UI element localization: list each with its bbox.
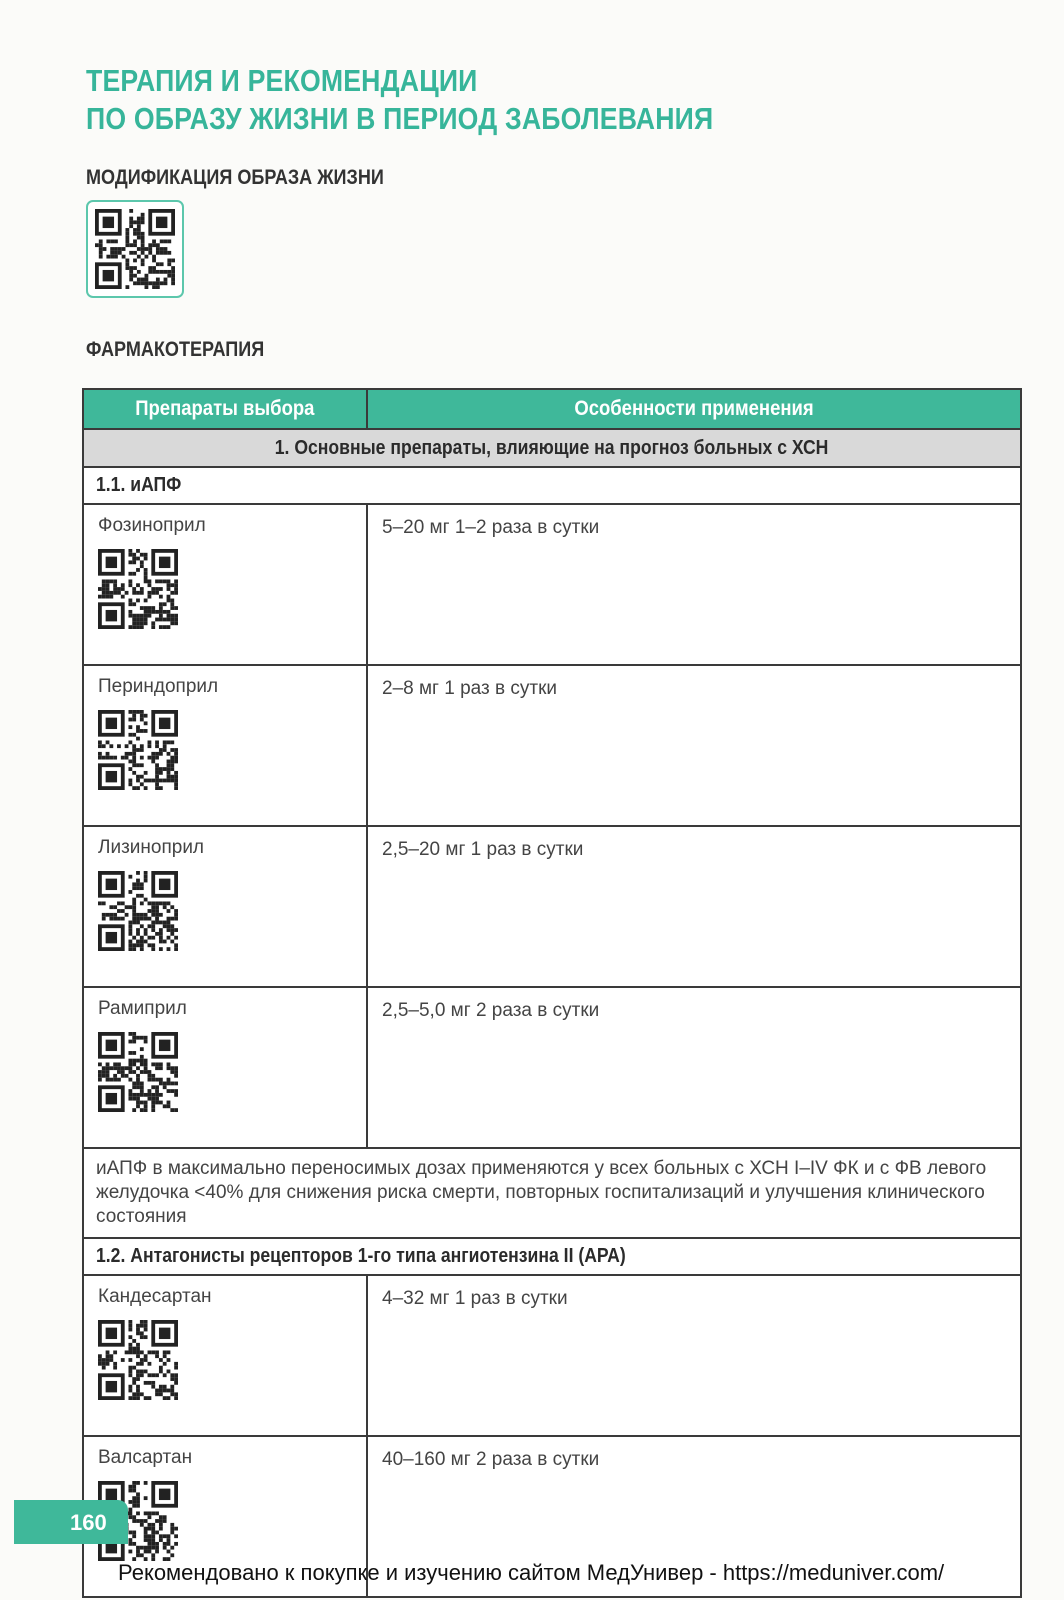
group-header-acei: 1.1. иАПФ bbox=[83, 467, 1021, 504]
qr-code-icon[interactable] bbox=[98, 1032, 178, 1112]
dose-text: 40–160 мг 2 раза в сутки bbox=[367, 1436, 1021, 1597]
page-number: 160 bbox=[70, 1510, 107, 1535]
pharma-table bbox=[82, 388, 1022, 1598]
dose-text: 2,5–5,0 мг 2 раза в сутки bbox=[367, 987, 1021, 1148]
dose-text: 2,5–20 мг 1 раз в сутки bbox=[367, 826, 1021, 987]
qr-code-icon[interactable] bbox=[98, 871, 178, 951]
lifestyle-qr-code[interactable] bbox=[86, 200, 184, 298]
drug-name: Кандесартан bbox=[98, 1286, 212, 1307]
table-row bbox=[83, 987, 1021, 1148]
footer-text: Рекомендовано к покупке и изучению сайтом МедУнивер - https://meduniver.com/ bbox=[118, 1560, 945, 1585]
acei-note: иАПФ в максимально переносимых дозах применяются у всех больных с ХСН I–IV ФК и с ФВ левого желудочка <40% для снижения риска смерти, повторных госпитализаций и улучшения клинического состояния bbox=[83, 1148, 1021, 1238]
lifestyle-heading: МОДИФИКАЦИЯ ОБРАЗА ЖИЗНИ bbox=[86, 166, 384, 189]
drug-name: Рамиприл bbox=[98, 998, 187, 1019]
table-row bbox=[83, 504, 1021, 665]
qr-code-icon bbox=[95, 209, 175, 289]
qr-code-icon[interactable] bbox=[98, 549, 178, 629]
dose-text: 5–20 мг 1–2 раза в сутки bbox=[367, 504, 1021, 665]
group-header-arb: 1.2. Антагонисты рецепторов 1-го типа ангиотензина II (АРА) bbox=[83, 1238, 1021, 1275]
drug-name: Фозиноприл bbox=[98, 515, 206, 536]
dose-text: 2–8 мг 1 раз в сутки bbox=[367, 665, 1021, 826]
table-row bbox=[83, 665, 1021, 826]
column-header-usage: Особенности применения bbox=[367, 389, 1021, 429]
table-header-row bbox=[83, 389, 1021, 429]
section-header: 1. Основные препараты, влияющие на прогноз больных с ХСН bbox=[83, 429, 1021, 467]
drug-name: Валсартан bbox=[98, 1447, 193, 1468]
column-header-drugs: Препараты выбора bbox=[83, 389, 367, 429]
table-row bbox=[83, 1275, 1021, 1436]
pharma-heading: ФАРМАКОТЕРАПИЯ bbox=[86, 338, 265, 361]
drug-name: Периндоприл bbox=[98, 676, 219, 697]
dose-text: 4–32 мг 1 раз в сутки bbox=[367, 1275, 1021, 1436]
qr-code-icon[interactable] bbox=[98, 710, 178, 790]
table-row bbox=[83, 826, 1021, 987]
page-title: ТЕРАПИЯ И РЕКОМЕНДАЦИИ ПО ОБРАЗУ ЖИЗНИ В ПЕРИОД ЗАБОЛЕВАНИЯ bbox=[86, 63, 714, 136]
qr-code-icon[interactable] bbox=[98, 1320, 178, 1400]
drug-name: Лизиноприл bbox=[98, 837, 205, 858]
